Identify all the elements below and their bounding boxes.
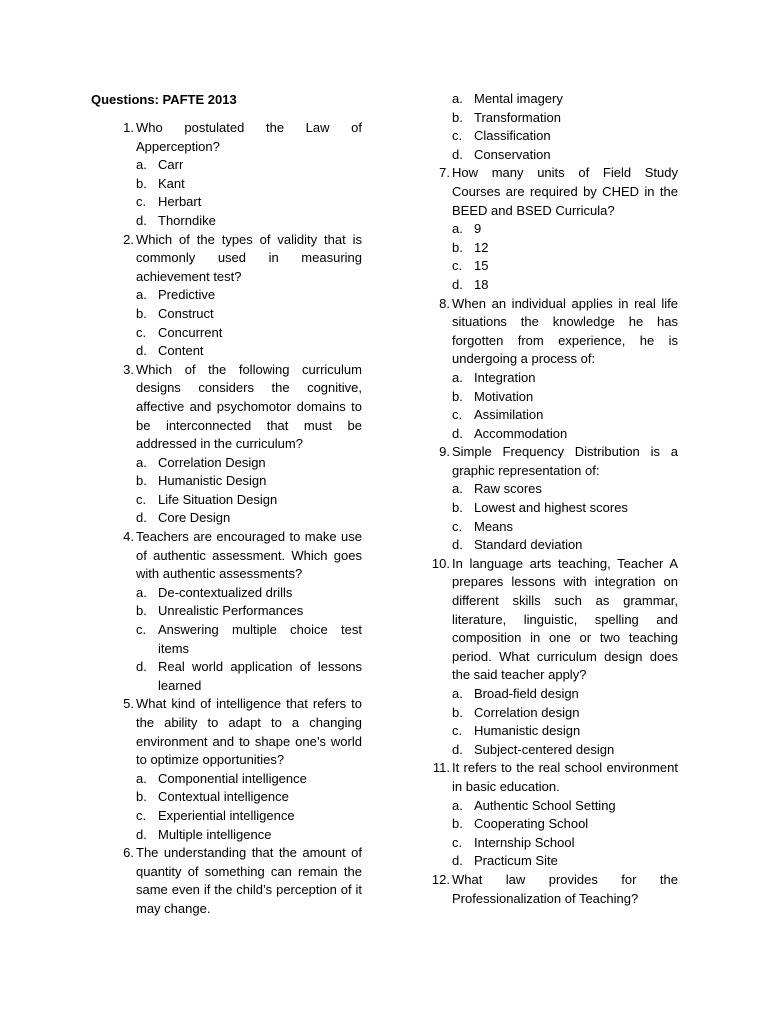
answer-option bbox=[452, 722, 678, 741]
option-text: Correlation Design bbox=[158, 454, 266, 470]
answer-option bbox=[452, 276, 678, 295]
answer-option bbox=[136, 156, 362, 175]
answer-option bbox=[452, 499, 678, 518]
option-letter: a. bbox=[452, 221, 463, 237]
option-text: Kant bbox=[158, 175, 185, 191]
option-list bbox=[136, 286, 362, 360]
question-text: What law provides for the Professionalization of Teaching? bbox=[452, 871, 678, 906]
option-letter: b. bbox=[452, 500, 463, 516]
option-text: Correlation design bbox=[474, 704, 580, 720]
answer-option bbox=[452, 220, 678, 239]
question-number: 12. bbox=[431, 871, 450, 887]
option-text: Integration bbox=[474, 369, 536, 385]
option-letter: c. bbox=[452, 723, 463, 739]
option-letter: d. bbox=[452, 741, 463, 757]
option-letter: b. bbox=[452, 816, 463, 832]
option-letter: c. bbox=[452, 407, 463, 423]
question-text: It refers to the real school environment in basic education. bbox=[452, 760, 678, 794]
option-text: Content bbox=[158, 343, 204, 359]
question-text: Teachers are encouraged to make use of authentic assessment. Which goes with authentic assessments? bbox=[136, 529, 362, 582]
option-text: Construct bbox=[158, 305, 214, 321]
option-list bbox=[136, 770, 362, 844]
question-number: 11. bbox=[432, 760, 450, 776]
option-text: Humanistic Design bbox=[158, 473, 267, 489]
question-number: 3. bbox=[123, 361, 134, 377]
option-letter: a. bbox=[136, 770, 147, 786]
answer-option bbox=[452, 388, 678, 407]
option-text: Unrealistic Performances bbox=[158, 603, 304, 619]
option-text: Contextual intelligence bbox=[158, 789, 289, 805]
option-letter: b. bbox=[136, 473, 147, 489]
option-letter: a. bbox=[452, 686, 463, 701]
option-text: 12 bbox=[474, 239, 489, 255]
option-text: Standard deviation bbox=[474, 537, 583, 553]
option-text: Means bbox=[474, 518, 514, 534]
option-letter: b. bbox=[452, 109, 463, 125]
answer-option bbox=[136, 770, 362, 789]
option-text: Carr bbox=[158, 157, 184, 173]
option-letter: b. bbox=[136, 789, 147, 805]
question-item bbox=[110, 844, 362, 918]
answer-option bbox=[136, 193, 362, 212]
option-letter: a. bbox=[452, 797, 463, 813]
question-text: What kind of intelligence that refers to the ability to adapt to a changing environment and to shape one’s world to optimize opportunities? bbox=[136, 696, 362, 768]
answer-option bbox=[452, 425, 678, 444]
option-letter: b. bbox=[452, 704, 463, 720]
option-letter: c. bbox=[136, 194, 147, 210]
answer-option bbox=[452, 480, 678, 499]
question-number: 8. bbox=[439, 295, 450, 311]
answer-option bbox=[136, 788, 362, 807]
option-text: Subject-centered design bbox=[474, 741, 615, 757]
option-letter: b. bbox=[136, 305, 147, 321]
option-list bbox=[136, 584, 362, 696]
answer-option bbox=[452, 90, 678, 109]
option-text: Assimilation bbox=[474, 407, 544, 423]
answer-option bbox=[452, 536, 678, 555]
answer-option bbox=[136, 584, 362, 603]
option-text: Motivation bbox=[474, 388, 534, 404]
question-item bbox=[426, 443, 678, 555]
option-text: Multiple intelligence bbox=[158, 826, 272, 842]
question-item bbox=[426, 555, 678, 760]
option-list bbox=[452, 685, 678, 759]
option-letter: c. bbox=[452, 834, 463, 850]
question-item bbox=[110, 119, 362, 231]
option-list bbox=[452, 220, 678, 294]
option-letter: a. bbox=[452, 91, 463, 106]
option-text: Core Design bbox=[158, 510, 231, 526]
left-column bbox=[110, 119, 362, 919]
option-text: Answering multiple choice test items bbox=[158, 622, 362, 656]
question-number: 10. bbox=[431, 555, 450, 571]
answer-option bbox=[452, 685, 678, 704]
option-letter: b. bbox=[452, 388, 463, 404]
option-list bbox=[452, 369, 678, 443]
answer-option bbox=[136, 472, 362, 491]
answer-option bbox=[452, 815, 678, 834]
answer-option bbox=[136, 454, 362, 473]
option-text: Mental imagery bbox=[474, 91, 563, 106]
option-letter: d. bbox=[136, 510, 147, 526]
question-item bbox=[110, 695, 362, 844]
question-number: 7. bbox=[439, 165, 450, 181]
question-text: Simple Frequency Distribution is a graphic representation of: bbox=[452, 444, 678, 478]
answer-option bbox=[452, 257, 678, 276]
option-text: Transformation bbox=[474, 109, 561, 125]
answer-option bbox=[136, 602, 362, 621]
option-text: Life Situation Design bbox=[158, 491, 278, 507]
option-letter: d. bbox=[136, 212, 147, 228]
option-letter: c. bbox=[452, 258, 463, 274]
option-text: 15 bbox=[474, 258, 489, 274]
answer-option bbox=[452, 369, 678, 388]
answer-option bbox=[452, 406, 678, 425]
answer-option bbox=[452, 146, 678, 165]
question-number: 1. bbox=[123, 120, 134, 135]
option-letter: a. bbox=[136, 584, 147, 600]
answer-option bbox=[136, 826, 362, 845]
answer-option bbox=[136, 175, 362, 194]
option-letter: d. bbox=[452, 537, 463, 553]
option-text: Cooperating School bbox=[474, 816, 589, 832]
question-text: In language arts teaching, Teacher A prepares lessons with integration on different skills such as grammar, literature, linguistic, spelling and composition in one or two teaching period. What curriculum design does the said teacher apply? bbox=[452, 555, 678, 683]
question-number: 5. bbox=[123, 696, 134, 712]
question-number: 2. bbox=[123, 231, 134, 247]
question-text: Which of the following curriculum designs considers the cognitive, affective and psychomotor domains to be interconnected that must be addressed in the curriculum? bbox=[136, 361, 362, 452]
option-text: Experiential intelligence bbox=[158, 807, 295, 823]
option-letter: c. bbox=[136, 622, 147, 638]
option-list bbox=[452, 797, 678, 871]
question-text: Who postulated the Law of Apperception? bbox=[136, 120, 362, 154]
right-column bbox=[426, 90, 678, 908]
carryover-options bbox=[426, 90, 678, 164]
question-number: 4. bbox=[123, 529, 134, 545]
answer-option bbox=[452, 109, 678, 128]
option-text: Accommodation bbox=[474, 425, 568, 441]
option-list bbox=[136, 156, 362, 230]
option-text: Practicum Site bbox=[474, 853, 558, 869]
option-letter: c. bbox=[452, 128, 463, 144]
option-letter: a. bbox=[452, 481, 463, 497]
option-letter: d. bbox=[136, 826, 147, 842]
answer-option bbox=[452, 127, 678, 146]
question-item bbox=[110, 231, 362, 361]
option-text: Raw scores bbox=[474, 481, 542, 497]
option-text: Humanistic design bbox=[474, 723, 581, 739]
option-text: Conservation bbox=[474, 146, 551, 162]
option-text: Classification bbox=[474, 128, 551, 144]
option-letter: d. bbox=[452, 276, 463, 292]
answer-option bbox=[452, 239, 678, 258]
option-letter: c. bbox=[136, 491, 147, 507]
answer-option bbox=[452, 704, 678, 723]
question-text: Which of the types of validity that is commonly used in measuring achievement test? bbox=[136, 231, 362, 284]
answer-option bbox=[136, 212, 362, 231]
option-letter: d. bbox=[452, 853, 463, 869]
option-text: Herbart bbox=[158, 194, 202, 210]
question-item bbox=[110, 528, 362, 695]
question-item bbox=[110, 361, 362, 528]
question-number: 9. bbox=[439, 444, 450, 460]
option-letter: c. bbox=[452, 518, 463, 534]
option-letter: d. bbox=[452, 146, 463, 162]
option-text: Real world application of lessons learned bbox=[158, 659, 362, 693]
option-text: Thorndike bbox=[158, 212, 216, 228]
option-text: 9 bbox=[474, 221, 482, 237]
answer-option bbox=[136, 509, 362, 528]
question-text: When an individual applies in real life situations the knowledge he has forgotten from experience, he is undergoing a process of: bbox=[452, 295, 678, 367]
option-letter: a. bbox=[136, 157, 147, 173]
option-letter: d. bbox=[136, 659, 147, 675]
question-item bbox=[426, 295, 678, 444]
option-text: Internship School bbox=[474, 834, 575, 850]
option-letter: a. bbox=[136, 454, 147, 470]
option-list bbox=[136, 454, 362, 528]
option-letter: b. bbox=[452, 239, 463, 255]
answer-option bbox=[136, 658, 362, 695]
option-text: Broad-field design bbox=[474, 686, 579, 701]
answer-option bbox=[136, 807, 362, 826]
option-letter: b. bbox=[136, 175, 147, 191]
option-letter: d. bbox=[136, 343, 147, 359]
answer-option bbox=[136, 342, 362, 361]
option-letter: c. bbox=[136, 324, 147, 340]
answer-option bbox=[452, 518, 678, 537]
page-title: Questions: PAFTE 2013 bbox=[91, 92, 237, 107]
option-letter: c. bbox=[136, 807, 147, 823]
option-list bbox=[452, 480, 678, 554]
answer-option bbox=[452, 797, 678, 816]
option-text: Predictive bbox=[158, 287, 216, 303]
question-text: How many units of Field Study Courses are required by CHED in the BEED and BSED Curricula? bbox=[452, 165, 678, 218]
option-text: Lowest and highest scores bbox=[474, 500, 628, 516]
option-letter: a. bbox=[452, 369, 463, 385]
question-item bbox=[426, 164, 678, 294]
question-item bbox=[426, 759, 678, 871]
question-item bbox=[426, 871, 678, 908]
option-letter: d. bbox=[452, 425, 463, 441]
answer-option bbox=[452, 834, 678, 853]
option-text: 18 bbox=[474, 276, 489, 292]
option-text: Authentic School Setting bbox=[474, 797, 616, 813]
question-text: The understanding that the amount of quantity of something can remain the same even if the child’s perception of it may change. bbox=[136, 845, 362, 916]
option-letter: a. bbox=[136, 287, 147, 303]
option-text: Concurrent bbox=[158, 324, 223, 340]
answer-option bbox=[136, 324, 362, 343]
answer-option bbox=[136, 491, 362, 510]
option-letter: b. bbox=[136, 603, 147, 619]
answer-option bbox=[136, 305, 362, 324]
option-text: De-contextualized drills bbox=[158, 584, 293, 600]
question-number: 6. bbox=[123, 845, 134, 861]
option-text: Componential intelligence bbox=[158, 770, 307, 786]
answer-option bbox=[136, 286, 362, 305]
answer-option bbox=[452, 741, 678, 760]
answer-option bbox=[136, 621, 362, 658]
answer-option bbox=[452, 852, 678, 871]
